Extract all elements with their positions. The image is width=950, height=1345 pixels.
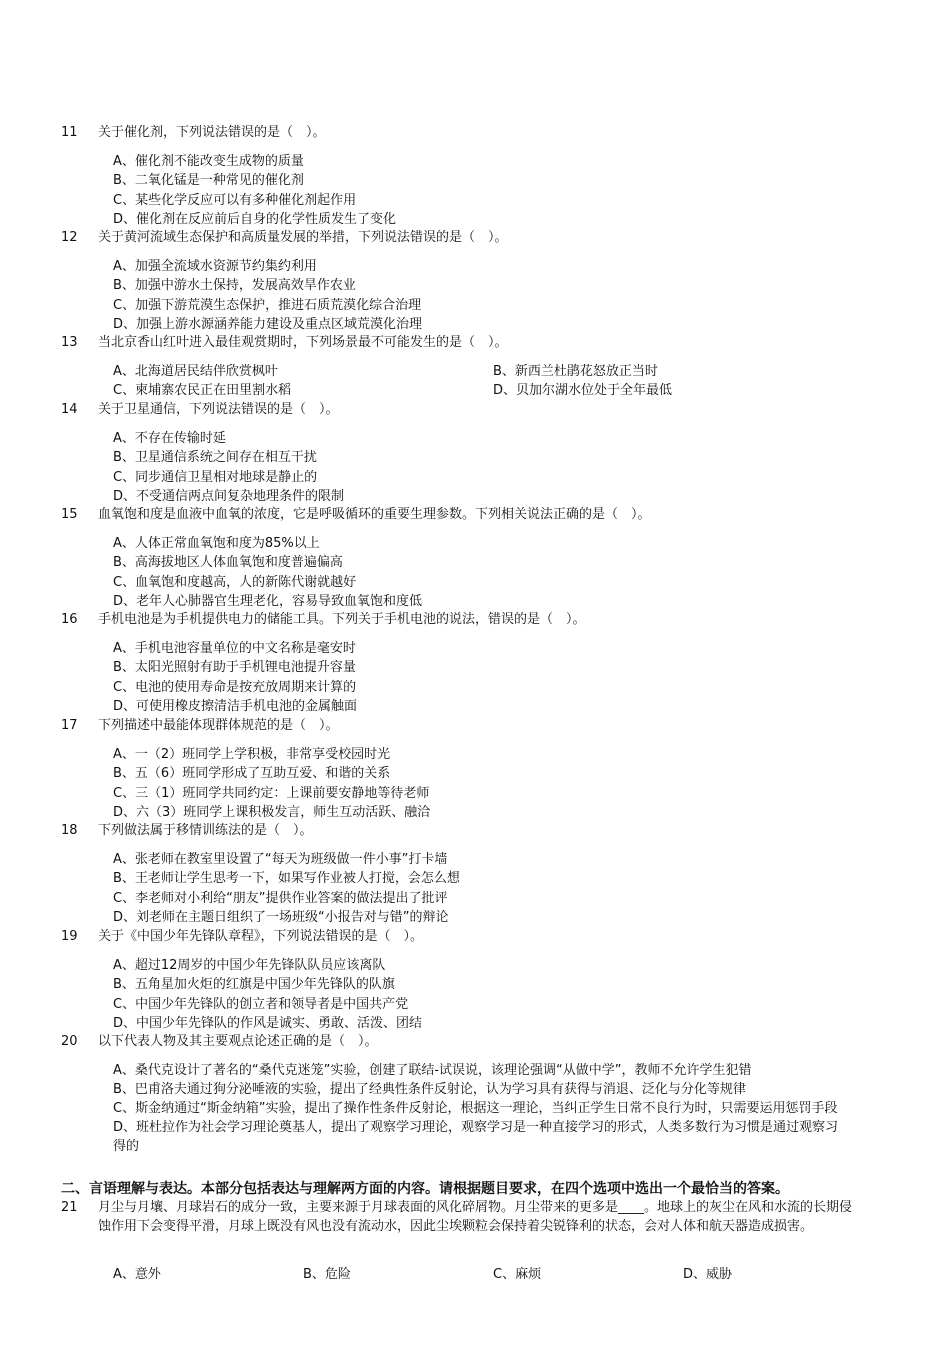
option-c: C、电池的使用寿命是按充放周期来计算的 — [113, 679, 357, 695]
question-stem: 关于《中国少年先锋队章程》，下列说法错误的是（ ）。 — [98, 929, 424, 944]
question-20 — [61, 1032, 861, 1156]
question-12 — [61, 228, 861, 335]
question-number: 16 — [61, 612, 78, 627]
question-stem: 以下代表人物及其主要观点论述正确的是（ ）。 — [98, 1034, 378, 1049]
option-d: D、班杜拉作为社会学习理论奠基人，提出了观察学习理论，观察学习是一种直接学习的形式，人类多数行为习惯是通过观察习得的 — [113, 1120, 839, 1154]
option-d: D、六（3）班同学上课积极发言，师生互动活跃、融洽 — [113, 805, 431, 821]
option-b: B、卫星通信系统之间存在相互干扰 — [113, 450, 317, 466]
question-number: 19 — [61, 929, 78, 944]
option-a: A、意外 — [113, 1267, 161, 1282]
option-d: D、刘老师在主题日组织了一场班级“小报告对与错”的辩论 — [113, 910, 449, 926]
option-d: D、催化剂在反应前后自身的化学性质发生了变化 — [113, 212, 397, 228]
option-c: C、李老师对小利给“朋友”提供作业答案的做法提出了批评 — [113, 890, 448, 906]
option-d: D、威胁 — [683, 1267, 733, 1282]
option-b: B、新西兰杜鹃花怒放正当时 — [493, 364, 658, 379]
question-stem: 关于催化剂，下列说法错误的是（ ）。 — [98, 125, 326, 140]
question-19 — [61, 927, 861, 1034]
question-14 — [61, 400, 861, 507]
option-c: C、某些化学反应可以有多种催化剂起作用 — [113, 192, 357, 208]
option-a: A、催化剂不能改变生成物的质量 — [113, 154, 304, 169]
option-b: B、二氧化锰是一种常见的催化剂 — [113, 173, 304, 189]
option-d: D、可使用橡皮擦清洁手机电池的金属触面 — [113, 699, 358, 715]
question-11 — [61, 123, 861, 230]
question-number: 11 — [61, 125, 78, 140]
option-d: D、中国少年先锋队的作风是诚实、勇敢、活泼、团结 — [113, 1016, 423, 1032]
option-d: D、加强上游水源涵养能力建设及重点区域荒漠化治理 — [113, 317, 423, 333]
question-stem: 下列做法属于移情训练法的是（ ）。 — [98, 823, 313, 838]
option-a: A、张老师在教室里设置了“每天为班级做一件小事”打卡墙 — [113, 852, 448, 867]
option-a: A、桑代克设计了著名的“桑代克迷笼”实验，创建了联结-试误说，该理论强调“从做中学”，教师不允许学生犯错 — [113, 1063, 752, 1078]
question-number: 20 — [61, 1034, 78, 1049]
option-a: A、人体正常血氧饱和度为85%以上 — [113, 536, 320, 551]
option-c: C、斯金纳通过“斯金纳箱”实验，提出了操作性条件反射论，根据这一理论，当纠正学生日常不良行为时，只需要运用惩罚手段 — [113, 1101, 838, 1116]
option-b: B、高海拔地区人体血氧饱和度普遍偏高 — [113, 555, 343, 571]
question-21 — [61, 1198, 861, 1284]
option-d: D、不受通信两点间复杂地理条件的限制 — [113, 489, 345, 505]
option-b: B、五（6）班同学形成了互助互爱、和谐的关系 — [113, 766, 391, 782]
option-c: C、麻烦 — [493, 1267, 542, 1282]
option-c: C、血氧饱和度越高，人的新陈代谢就越好 — [113, 574, 357, 590]
option-a: A、超过12周岁的中国少年先锋队队员应该离队 — [113, 958, 386, 973]
question-16 — [61, 610, 861, 717]
option-b: B、巴甫洛夫通过狗分泌唾液的实验，提出了经典性条件反射论，认为学习具有获得与消退、泛化与分化等规律 — [113, 1082, 746, 1097]
question-number: 12 — [61, 230, 78, 245]
question-number: 15 — [61, 507, 78, 522]
question-number: 13 — [61, 335, 78, 350]
option-b: B、五角星加火炬的红旗是中国少年先锋队的队旗 — [113, 977, 395, 993]
option-c: C、中国少年先锋队的创立者和领导者是中国共产党 — [113, 996, 409, 1012]
option-c: C、加强下游荒漠生态保护，推进石质荒漠化综合治理 — [113, 297, 422, 313]
option-b: B、危险 — [303, 1267, 351, 1282]
question-stem: 月尘与月壤、月球岩石的成分一致，主要来源于月球表面的风化碎屑物。月尘带来的更多是____。地球上的灰尘在风和水流的长期侵蚀作用下会变得平滑，月球上既没有风也没有流动水，因此尘埃颗粒会保持着尖锐锋利的状态，会对人体和航天器造成损害。 — [98, 1200, 853, 1234]
question-number: 17 — [61, 718, 78, 733]
option-a: A、手机电池容量单位的中文名称是毫安时 — [113, 641, 356, 656]
option-c: C、同步通信卫星相对地球是静止的 — [113, 469, 318, 485]
question-stem: 关于黄河流域生态保护和高质量发展的举措，下列说法错误的是（ ）。 — [98, 230, 508, 245]
question-stem: 血氧饱和度是血液中血氧的浓度，它是呼吸循环的重要生理参数。下列相关说法正确的是（ ）。 — [98, 507, 651, 522]
question-stem: 手机电池是为手机提供电力的储能工具。下列关于手机电池的说法，错误的是（ ）。 — [98, 612, 586, 627]
question-stem: 下列描述中最能体现群体规范的是（ ）。 — [98, 718, 339, 733]
option-c: C、柬埔寨农民正在田里割水稻 — [113, 383, 292, 399]
question-stem: 关于卫星通信，下列说法错误的是（ ）。 — [98, 402, 339, 417]
option-a: A、不存在传输时延 — [113, 431, 226, 446]
question-stem: 当北京香山红叶进入最佳观赏期时，下列场景最不可能发生的是（ ）。 — [98, 335, 508, 350]
question-number: 21 — [61, 1200, 78, 1215]
question-17 — [61, 716, 861, 823]
option-b: B、加强中游水土保持，发展高效旱作农业 — [113, 278, 356, 294]
option-a: A、北海道居民结伴欣赏枫叶 — [113, 364, 278, 379]
question-number: 14 — [61, 402, 78, 417]
option-a: A、加强全流域水资源节约集约利用 — [113, 259, 317, 274]
option-c: C、三（1）班同学共同约定：上课前要安静地等待老师 — [113, 785, 430, 801]
option-b: B、太阳光照射有助于手机锂电池提升容量 — [113, 660, 356, 676]
question-15 — [61, 505, 861, 612]
option-b: B、王老师让学生思考一下，如果写作业被人打搅，会怎么想 — [113, 871, 460, 887]
question-number: 18 — [61, 823, 78, 838]
option-a: A、一（2）班同学上学积极，非常享受校园时光 — [113, 747, 391, 762]
option-d: D、贝加尔湖水位处于全年最低 — [493, 383, 673, 399]
option-d: D、老年人心肺器官生理老化，容易导致血氧饱和度低 — [113, 594, 423, 610]
question-13 — [61, 333, 861, 401]
question-18 — [61, 821, 861, 928]
section-heading: 二、言语理解与表达。本部分包括表达与理解两方面的内容。请根据题目要求，在四个选项中选出一个最恰当的答案。 — [61, 1181, 789, 1197]
